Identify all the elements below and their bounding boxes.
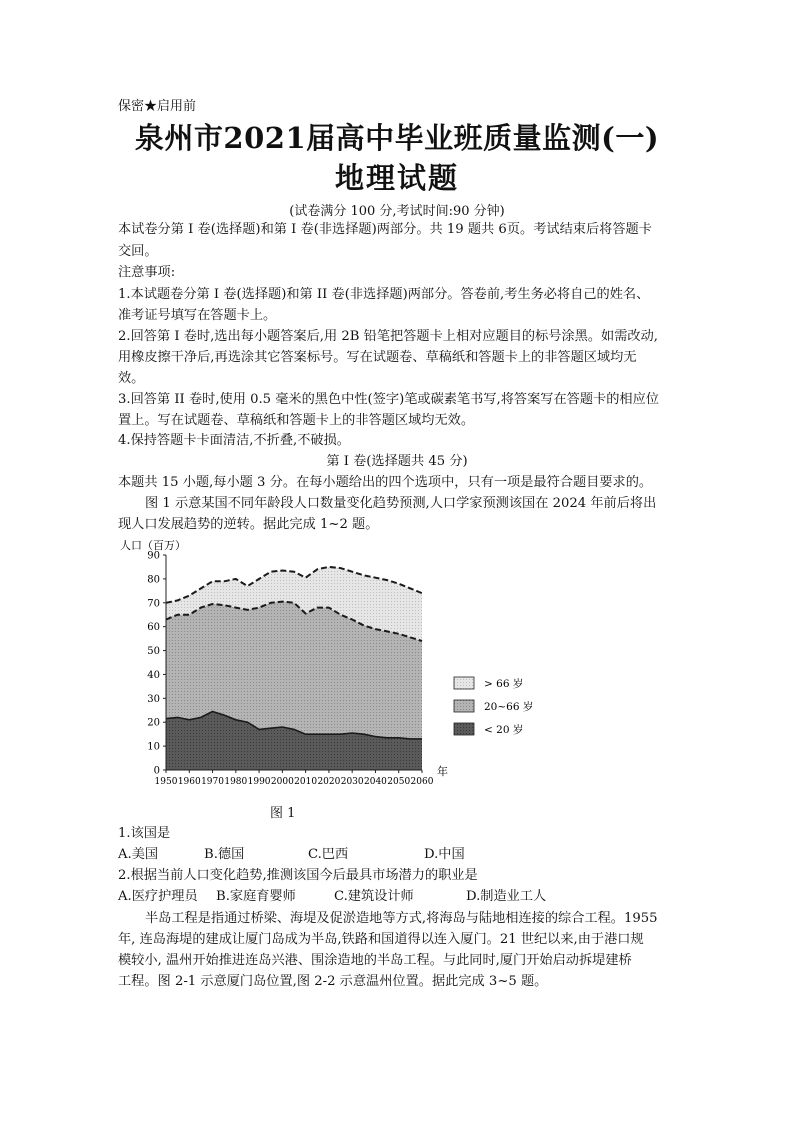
option-c[interactable]: C.建筑设计师 [334, 889, 414, 904]
x-tick-label: 2060 [410, 777, 434, 787]
exam-title: 泉州市2021届高中毕业班质量监测(一) [134, 121, 660, 155]
exam-info: (试卷满分 100 分,考试时间:90 分钟) [289, 204, 505, 219]
figure-caption: 图 1 [270, 806, 296, 821]
population-area-chart [118, 535, 558, 797]
passage-line: 模较小, 温州开始推进连岛兴港、围涂造地的半岛工程。与此同时,厦门开始启动拆堤建桥 [118, 953, 632, 968]
x-tick-label: 1990 [247, 777, 271, 787]
y-tick-label: 80 [147, 574, 160, 586]
x-tick-label: 1980 [224, 777, 248, 787]
x-axis-label: 年 [437, 765, 448, 778]
option-c[interactable]: C.巴西 [308, 847, 349, 862]
passage-line: 图 1 示意某国不同年龄段人口数量变化趋势预测,人口学家预测该国在 2024 年前后将出 [145, 496, 657, 511]
legend-label: 20~66 岁 [484, 701, 534, 713]
question-2-options [118, 888, 546, 906]
y-tick-label: 40 [147, 669, 160, 681]
x-tick-label: 2030 [340, 777, 364, 787]
confidential-mark: 保密★启用前 [118, 99, 197, 114]
legend-label: < 20 岁 [484, 724, 524, 736]
y-axis-label: 人口（百万） [120, 539, 186, 552]
x-tick-label: 1960 [177, 777, 201, 787]
note-line: 2.回答第 I 卷时,选出每小题答案后,用 2B 铅笔把答题卡上相对应题目的标号涂黑。如需改动, [118, 329, 658, 344]
y-tick-label: 70 [147, 598, 160, 610]
passage-line: 半岛工程是指通过桥梁、海堤及促淤造地等方式,将海岛与陆地相连接的综合工程。1955 [145, 911, 658, 926]
option-a[interactable]: A.医疗护理员 [118, 889, 198, 904]
y-tick-label: 20 [147, 717, 160, 729]
intro-line: 本试卷分第 I 卷(选择题)和第 I 卷(非选择题)两部分。共 19 题共 6页。考试结束后将答题卡 [118, 222, 652, 237]
passage-line: 年, 连岛海堤的建成让厦门岛成为半岛,铁路和国道得以连入厦门。21 世纪以来,由于港口规 [118, 932, 644, 947]
note-line: 1.本试题卷分第 I 卷(选择题)和第 II 卷(非选择题)两部分。答卷前,考生务必将自己的姓名、 [118, 287, 650, 302]
section-title: 第 I 卷(选择题共 45 分) [326, 454, 468, 469]
passage-line: 工程。图 2-1 示意厦门岛位置,图 2-2 示意温州位置。据此完成 3~5 题。 [118, 974, 548, 989]
subject-title: 地理试题 [334, 161, 459, 195]
question-1: 1.该国是 [118, 826, 171, 841]
legend-swatch [454, 723, 474, 735]
passage-line: 现人口发展趋势的逆转。据此完成 1~2 题。 [118, 517, 379, 532]
note-line: 用橡皮擦干净后,再选涂其它答案标号。写在试题卷、草稿纸和答题卡上的非答题区域均无 [118, 350, 637, 365]
x-tick-label: 1970 [201, 777, 224, 787]
note-line: 效。 [118, 371, 145, 386]
x-tick-label: 2040 [364, 777, 387, 787]
y-tick-label: 30 [147, 693, 160, 705]
option-a[interactable]: A.美国 [118, 847, 159, 862]
option-b[interactable]: B.德国 [204, 847, 245, 862]
note-line: 4.保持答题卡卡面清洁,不折叠,不破损。 [118, 433, 350, 448]
note-line: 置上。写在试题卷、草稿纸和答题卡上的非答题区域均无效。 [118, 413, 475, 428]
y-tick-label: 60 [147, 622, 160, 634]
option-b[interactable]: B.家庭育婴师 [216, 889, 296, 904]
y-tick-label: 50 [147, 646, 160, 658]
x-tick-label: 2020 [317, 777, 341, 787]
section-desc: 本题共 15 小题,每小题 3 分。在每小题给出的四个选项中，只有一项是最符合题目要求的。 [118, 475, 653, 490]
y-tick-label: 90 [147, 550, 160, 562]
legend-swatch [454, 677, 474, 689]
option-d[interactable]: D.制造业工人 [466, 889, 547, 904]
x-tick-label: 2050 [387, 777, 411, 787]
x-tick-label: 2000 [270, 777, 294, 787]
option-d[interactable]: D.中国 [424, 847, 465, 862]
x-tick-label: 2010 [294, 777, 318, 787]
question-2: 2.根据当前人口变化趋势,推测该国今后最具市场潜力的职业是 [118, 868, 478, 883]
note-line: 3.回答第 II 卷时,使用 0.5 毫米的黑色中性(签字)笔或碳素笔书写,将答案写在答题卡的相应位 [118, 392, 659, 407]
question-1-options [118, 846, 465, 864]
note-line: 准考证号填写在答题卡上。 [118, 308, 277, 323]
y-tick-label: 0 [153, 765, 160, 777]
intro-line: 交回。 [118, 244, 158, 259]
x-tick-label: 1950 [154, 777, 178, 787]
y-tick-label: 10 [147, 741, 160, 753]
legend-label: > 66 岁 [484, 678, 524, 690]
notes-heading: 注意事项: [118, 265, 176, 280]
legend-swatch [454, 700, 474, 712]
